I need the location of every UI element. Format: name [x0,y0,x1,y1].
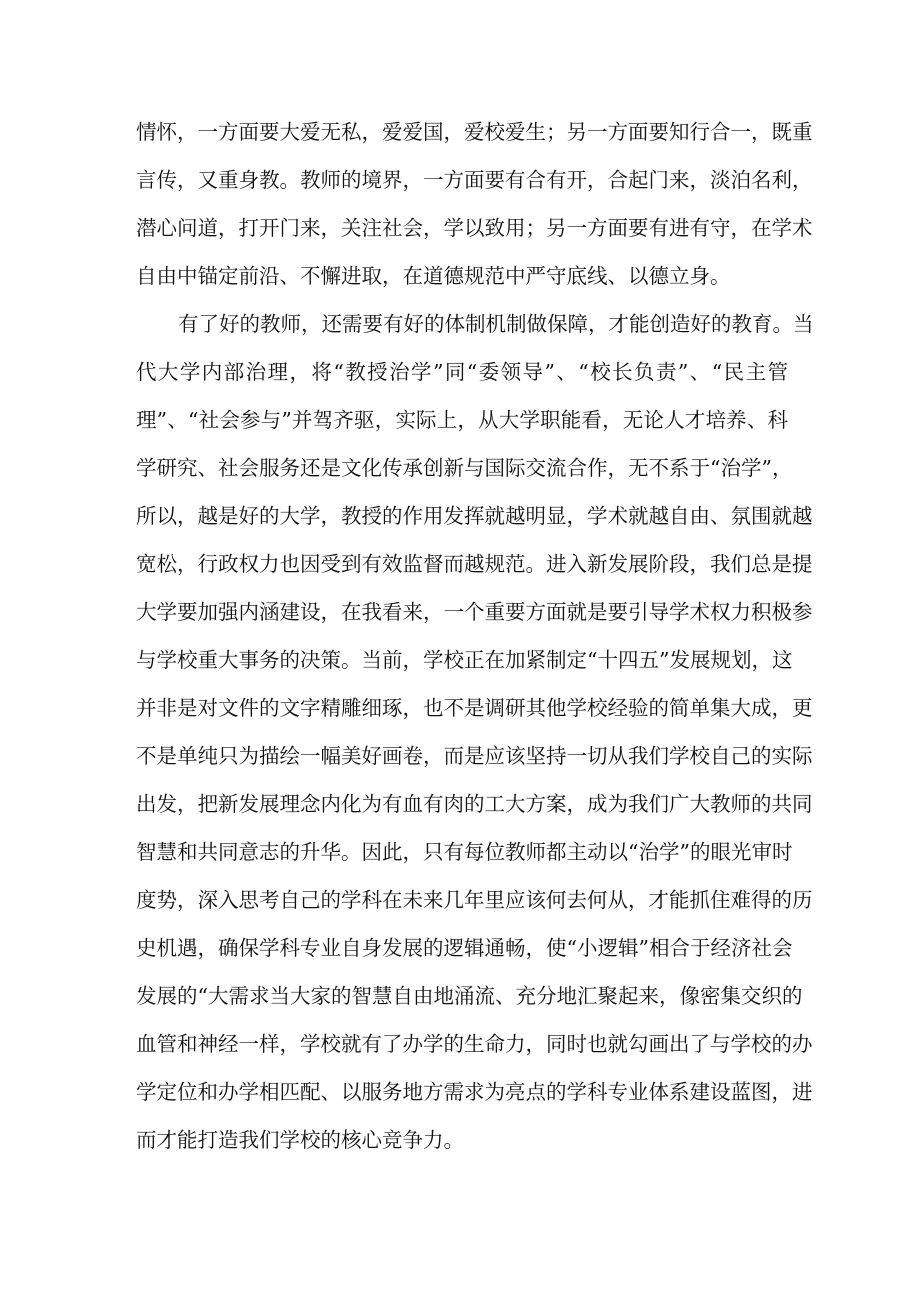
paragraph-2-line-18: 而才能打造我们学校的核心竞争力。 [136,1128,464,1152]
paragraph-2-line-7: 大学要加强内涵建设，在我看来，一个重要方面就是要引导学术权力积极参 [136,600,813,624]
paragraph-2-line-3: 理”、“社会参与”并驾齐驱，实际上，从大学职能看，无论人才培养、科 [136,408,788,432]
paragraph-2-line-11: 出发，把新发展理念内化为有血有肉的工大方案，成为我们广大教师的共同 [136,792,813,816]
paragraph-2-line-8: 与学校重大事务的决策。当前，学校正在加紧制定“十四五”发展规划，这 [136,648,793,672]
paragraph-2-line-16: 血管和神经一样，学校就有了办学的生命力，同时也就勾画出了与学校的办 [136,1032,813,1056]
paragraph-2-line-15: 发展的“大需求当大家的智慧自由地涌流、充分地汇聚起来，像密集交织的 [136,984,803,1008]
paragraph-2-line-10: 不是单纯只为描绘一幅美好画卷，而是应该坚持一切从我们学校自己的实际 [136,744,813,768]
paragraph-2-line-4: 学研究、社会服务还是文化传承创新与国际交流合作，无不系于“治学”， [136,456,793,480]
paragraph-2-line-9: 并非是对文件的文字精雕细琢，也不是调研其他学校经验的简单集大成，更 [136,696,813,720]
paragraph-1-line-3: 潜心问道，打开门来，关注社会，学以致用；另一方面要有进有守，在学术 [136,216,813,240]
paragraph-2-line-12: 智慧和共同意志的升华。因此，只有每位教师都主动以“治学”的眼光审时 [136,840,793,864]
paragraph-1-line-4: 自由中锚定前沿、不懈进取，在道德规范中严守底线、以德立身。 [136,264,731,288]
paragraph-1-line-1: 情怀，一方面要大爱无私，爱爱国，爱校爱生；另一方面要知行合一，既重 [136,120,813,144]
paragraph-2-line-14: 史机遇，确保学科专业自身发展的逻辑通畅，使“小逻辑”相合于经济社会 [136,936,793,960]
paragraph-2-line-1: 有了好的教师，还需要有好的体制机制做保障，才能创造好的教育。当 [178,312,814,336]
paragraph-1-line-2: 言传，又重身教。教师的境界，一方面要有合有开，合起门来，淡泊名利， [136,168,813,192]
paragraph-2-line-6: 宽松，行政权力也因受到有效监督而越规范。进入新发展阶段，我们总是提 [136,552,813,576]
paragraph-2-line-5: 所以，越是好的大学，教授的作用发挥就越明显，学术就越自由、氛围就越 [136,504,813,528]
paragraph-2-line-13: 度势，深入思考自己的学科在未来几年里应该何去何从，才能抓住难得的历 [136,888,813,912]
paragraph-2-line-2: 代大学内部治理，将“教授治学”同“委领导”、“校长负责”、“民主管 [136,360,788,384]
paragraph-2-line-17: 学定位和办学相匹配、以服务地方需求为亮点的学科专业体系建设蓝图，进 [136,1080,813,1104]
